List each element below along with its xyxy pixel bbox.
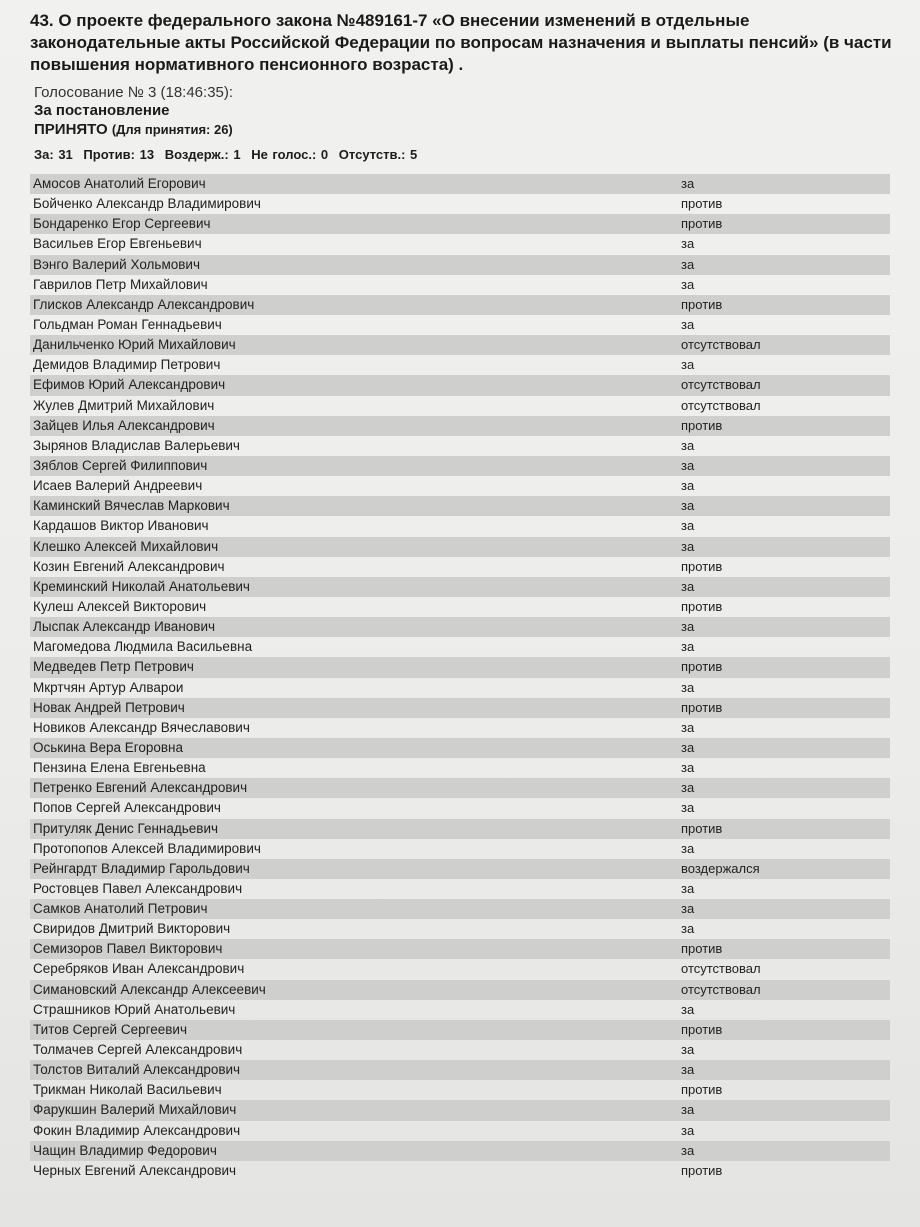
table-row bbox=[30, 234, 890, 254]
deputy-name: Толстов Виталий Александрович bbox=[33, 1062, 241, 1078]
deputy-vote: за bbox=[681, 1062, 695, 1078]
deputy-name: Ефимов Юрий Александрович bbox=[33, 377, 226, 393]
table-row bbox=[30, 516, 890, 536]
deputy-vote: за bbox=[681, 457, 695, 473]
deputy-name: Мкртчян Артур Алварои bbox=[33, 679, 184, 695]
deputy-vote: против bbox=[681, 659, 723, 675]
table-row bbox=[30, 758, 890, 778]
table-row bbox=[30, 1100, 890, 1120]
deputy-vote: против bbox=[681, 941, 723, 957]
tally-against: Против: 13 bbox=[83, 147, 155, 162]
table-row bbox=[30, 597, 890, 617]
deputy-name: Амосов Анатолий Егорович bbox=[33, 176, 206, 191]
table-row bbox=[30, 476, 890, 496]
table-row bbox=[30, 1020, 890, 1040]
deputy-name: Зайцев Илья Александрович bbox=[33, 417, 215, 433]
deputy-name: Васильев Егор Евгеньевич bbox=[33, 236, 202, 252]
deputy-name: Новиков Александр Вячеславович bbox=[33, 719, 250, 735]
deputy-vote: за bbox=[681, 739, 695, 755]
deputy-name: Страшников Юрий Анатольевич bbox=[33, 1001, 236, 1017]
deputy-vote: за bbox=[681, 719, 695, 735]
deputy-name: Трикман Николай Васильевич bbox=[33, 1082, 222, 1098]
table-row bbox=[30, 698, 890, 718]
table-row bbox=[30, 617, 890, 637]
table-row bbox=[30, 557, 890, 577]
deputy-vote: за bbox=[681, 1102, 695, 1118]
deputy-vote: за bbox=[681, 518, 695, 534]
table-row bbox=[30, 456, 890, 476]
deputy-name: Протопопов Алексей Владимирович bbox=[33, 840, 261, 856]
deputy-vote: за bbox=[681, 578, 695, 594]
deputy-name: Глисков Александр Александрович bbox=[33, 296, 255, 312]
table-row bbox=[30, 436, 890, 456]
deputy-name: Пензина Елена Евгеньевна bbox=[33, 760, 206, 776]
deputy-vote: за bbox=[681, 901, 695, 917]
deputy-name: Гаврилов Петр Михайлович bbox=[33, 276, 208, 292]
vote-subject: За постановление bbox=[34, 102, 170, 119]
deputy-name: Гольдман Роман Геннадьевич bbox=[33, 316, 222, 332]
deputy-vote: за bbox=[681, 679, 695, 695]
table-row bbox=[30, 174, 890, 194]
deputy-vote: за bbox=[681, 921, 695, 937]
table-row bbox=[30, 355, 890, 375]
table-row bbox=[30, 738, 890, 758]
deputy-name: Симановский Александр Алексеевич bbox=[33, 981, 266, 997]
table-row bbox=[30, 335, 890, 355]
table-row bbox=[30, 194, 890, 214]
table-row bbox=[30, 375, 890, 395]
vote-tally bbox=[30, 146, 892, 164]
deputy-name: Данильченко Юрий Михайлович bbox=[33, 337, 236, 353]
deputy-vote: за bbox=[681, 256, 695, 272]
table-row bbox=[30, 839, 890, 859]
table-row bbox=[30, 396, 890, 416]
deputy-vote: воздержался bbox=[681, 860, 760, 876]
table-row bbox=[30, 959, 890, 979]
deputy-vote: против bbox=[681, 820, 723, 836]
deputy-name: Бойченко Александр Владимирович bbox=[33, 196, 261, 212]
deputy-name: Свиридов Дмитрий Викторович bbox=[33, 921, 231, 937]
deputy-vote: за bbox=[681, 760, 695, 776]
deputy-vote: отсутствовал bbox=[681, 961, 761, 977]
deputy-name: Кулеш Алексей Викторович bbox=[33, 598, 207, 614]
deputy-vote: за bbox=[681, 800, 695, 816]
deputy-vote: отсутствовал bbox=[681, 377, 761, 393]
deputy-name: Попов Сергей Александрович bbox=[33, 800, 221, 816]
deputy-name: Исаев Валерий Андреевич bbox=[33, 478, 203, 494]
table-row bbox=[30, 819, 890, 839]
table-row bbox=[30, 1121, 890, 1141]
deputy-vote: за bbox=[681, 619, 695, 635]
deputy-vote: за bbox=[681, 840, 695, 856]
deputy-vote: за bbox=[681, 357, 695, 373]
vote-requirement: (Для принятия: 26) bbox=[111, 122, 233, 137]
deputy-name: Бондаренко Егор Сергеевич bbox=[33, 216, 211, 232]
deputy-vote: за bbox=[681, 1122, 695, 1138]
table-row bbox=[30, 1141, 890, 1161]
deputy-vote: против bbox=[681, 296, 723, 312]
deputy-vote: против bbox=[681, 1162, 723, 1178]
tally-not-voted: Не голос.: 0 bbox=[251, 147, 329, 162]
vote-result: ПРИНЯТО bbox=[34, 121, 108, 138]
deputy-name: Новак Андрей Петрович bbox=[33, 699, 185, 715]
deputy-vote: за bbox=[681, 639, 695, 655]
tally-for: За: 31 bbox=[34, 147, 73, 162]
table-row bbox=[30, 1000, 890, 1020]
deputy-name: Фарукшин Валерий Михайлович bbox=[33, 1102, 237, 1118]
deputy-vote: за bbox=[681, 316, 695, 332]
deputy-vote: за bbox=[681, 780, 695, 796]
table-row bbox=[30, 537, 890, 557]
deputy-vote: за bbox=[681, 1042, 695, 1058]
table-row bbox=[30, 919, 890, 939]
document-heading: 43. О проекте федерального закона №489161-7 «О внесении изменений в отдельные законодательные акты Российской Федерации по вопросам назначения и выплаты пенсий» (в части повышения нормативного пенсионного возраста) . bbox=[30, 11, 892, 74]
deputy-vote: отсутствовал bbox=[681, 397, 761, 413]
deputy-name: Вэнго Валерий Хольмович bbox=[33, 256, 200, 272]
deputy-name: Зырянов Владислав Валерьевич bbox=[33, 437, 240, 453]
table-row bbox=[30, 899, 890, 919]
deputy-vote: отсутствовал bbox=[681, 337, 761, 353]
table-row bbox=[30, 637, 890, 657]
table-row bbox=[30, 255, 890, 275]
deputy-vote: против bbox=[681, 1021, 723, 1037]
table-row bbox=[30, 879, 890, 899]
deputy-vote: против bbox=[681, 1082, 723, 1098]
table-row bbox=[30, 939, 890, 959]
table-row bbox=[30, 214, 890, 234]
deputy-name: Оськина Вера Егоровна bbox=[33, 739, 184, 755]
table-row bbox=[30, 1080, 890, 1100]
deputy-name: Клешко Алексей Михайлович bbox=[33, 538, 219, 554]
vote-result-line bbox=[30, 120, 892, 140]
deputy-vote: против bbox=[681, 598, 723, 614]
deputy-vote: за bbox=[681, 176, 695, 191]
table-row bbox=[30, 1040, 890, 1060]
deputy-name: Семизоров Павел Викторович bbox=[33, 941, 223, 957]
deputy-vote: против bbox=[681, 196, 723, 212]
deputy-name: Магомедова Людмила Васильевна bbox=[33, 639, 253, 655]
table-row bbox=[30, 859, 890, 879]
deputy-vote: за bbox=[681, 236, 695, 252]
deputy-name: Козин Евгений Александрович bbox=[33, 558, 225, 574]
table-row bbox=[30, 275, 890, 295]
table-row bbox=[30, 980, 890, 1000]
deputy-name: Черных Евгений Александрович bbox=[33, 1162, 237, 1178]
deputy-vote: за bbox=[681, 276, 695, 292]
table-row bbox=[30, 1060, 890, 1080]
table-row bbox=[30, 678, 890, 698]
table-row bbox=[30, 577, 890, 597]
deputy-name: Жулев Дмитрий Михайлович bbox=[33, 397, 215, 413]
table-row bbox=[30, 295, 890, 315]
deputy-vote: за bbox=[681, 498, 695, 514]
deputy-name: Медведев Петр Петрович bbox=[33, 659, 194, 675]
deputy-vote: против bbox=[681, 417, 723, 433]
deputy-vote: за bbox=[681, 437, 695, 453]
deputy-name: Кардашов Виктор Иванович bbox=[33, 518, 209, 534]
deputy-vote: отсутствовал bbox=[681, 981, 761, 997]
deputy-vote-list bbox=[30, 174, 890, 1181]
table-row bbox=[30, 718, 890, 738]
deputy-name: Креминский Николай Анатольевич bbox=[33, 578, 250, 594]
deputy-vote: за bbox=[681, 1142, 695, 1158]
deputy-name: Толмачев Сергей Александрович bbox=[33, 1042, 243, 1058]
deputy-vote: за bbox=[681, 478, 695, 494]
deputy-name: Серебряков Иван Александрович bbox=[33, 961, 245, 977]
deputy-name: Чащин Владимир Федорович bbox=[33, 1142, 217, 1158]
deputy-name: Каминский Вячеслав Маркович bbox=[33, 498, 230, 514]
table-row bbox=[30, 315, 890, 335]
table-row bbox=[30, 798, 890, 818]
table-row bbox=[30, 1161, 890, 1181]
deputy-vote: за bbox=[681, 1001, 695, 1017]
deputy-name: Рейнгардт Владимир Гарольдович bbox=[33, 860, 250, 876]
table-row bbox=[30, 416, 890, 436]
deputy-name: Фокин Владимир Александрович bbox=[33, 1122, 241, 1138]
deputy-vote: за bbox=[681, 880, 695, 896]
deputy-vote: за bbox=[681, 538, 695, 554]
deputy-vote: против bbox=[681, 699, 723, 715]
deputy-name: Зяблов Сергей Филиппович bbox=[33, 457, 208, 473]
tally-abstained: Воздерж.: 1 bbox=[164, 147, 241, 162]
table-row bbox=[30, 778, 890, 798]
deputy-name: Петренко Евгений Александрович bbox=[33, 780, 248, 796]
deputy-name: Самков Анатолий Петрович bbox=[33, 901, 208, 917]
deputy-name: Ростовцев Павел Александрович bbox=[33, 880, 243, 896]
deputy-name: Притуляк Денис Геннадьевич bbox=[33, 820, 219, 836]
deputy-name: Лыспак Александр Иванович bbox=[33, 619, 216, 635]
deputy-vote: против bbox=[681, 558, 723, 574]
deputy-vote: против bbox=[681, 216, 723, 232]
deputy-name: Демидов Владимир Петрович bbox=[33, 357, 221, 373]
table-row bbox=[30, 496, 890, 516]
deputy-name: Титов Сергей Сергеевич bbox=[33, 1021, 188, 1037]
table-row bbox=[30, 657, 890, 677]
tally-absent: Отсутств.: 5 bbox=[338, 147, 418, 162]
vote-number: Голосование № 3 (18:46:35): bbox=[34, 84, 234, 101]
